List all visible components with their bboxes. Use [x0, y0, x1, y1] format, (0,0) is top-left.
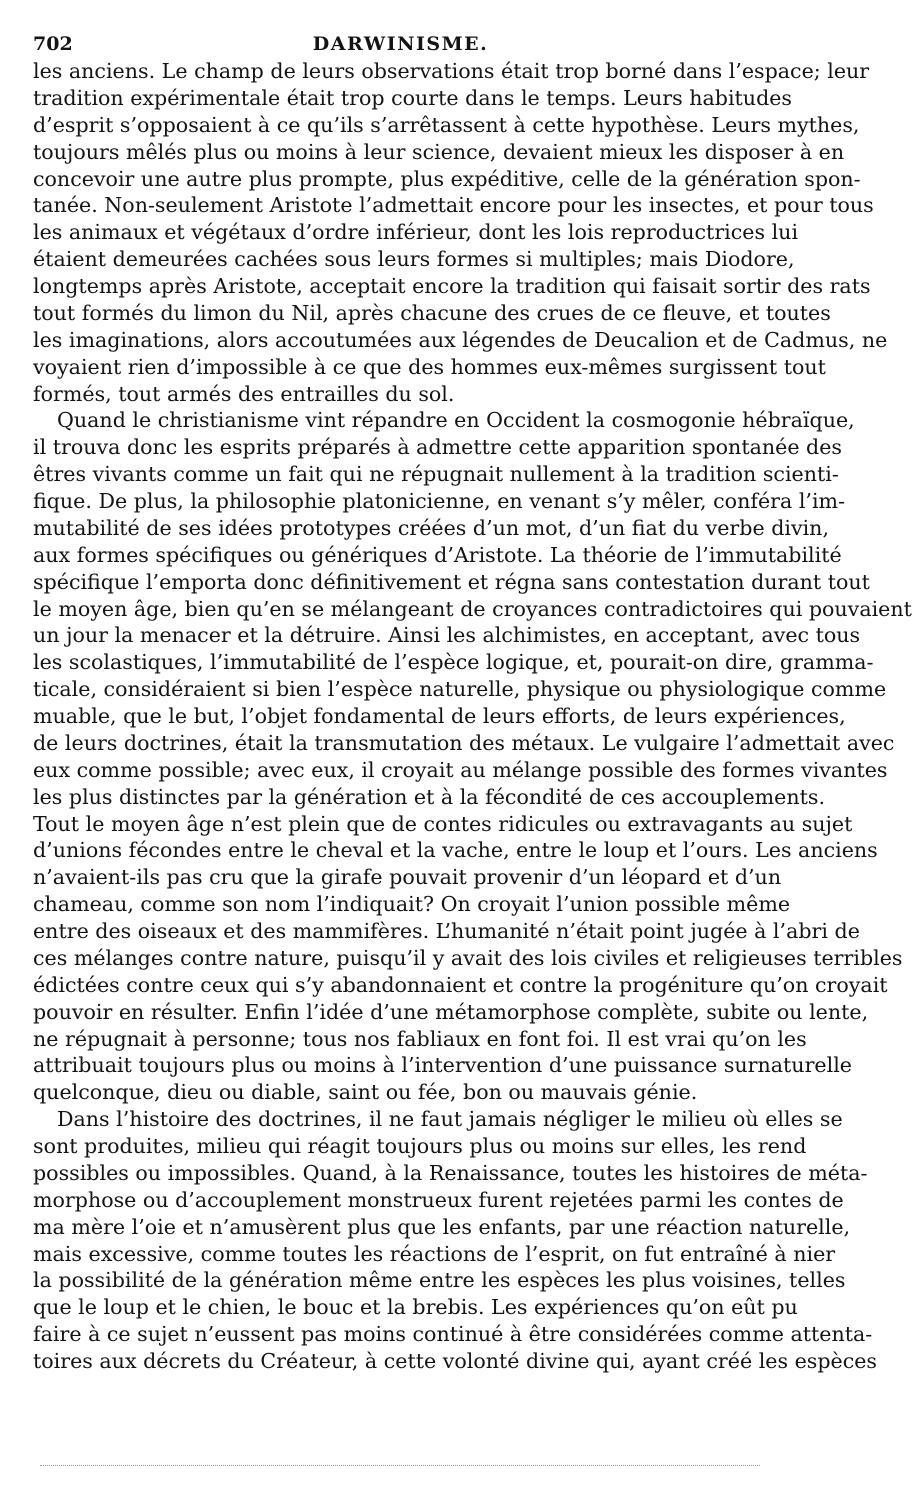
text-line: attribuait toujours plus ou moins à l’intervention d’une puissance surnaturelle	[33, 1053, 852, 1078]
text-line: sont produites, milieu qui réagit toujours plus ou moins sur elles, les rend	[33, 1134, 807, 1158]
text-line: les imaginations, alors accoutumées aux légendes de Deucalion et de Cadmus, ne	[33, 327, 888, 352]
text-line: possibles ou impossibles. Quand, à la Renaissance, toutes les histoires de méta-	[33, 1160, 868, 1185]
body-text	[33, 58, 912, 1375]
text-line: faire à ce sujet n’eussent pas moins continué à être considérées comme attenta-	[33, 1322, 873, 1347]
text-line: formés, tout armés des entrailles du sol.	[33, 381, 455, 406]
text-line: fique. De plus, la philosophie platonicienne, en venant s’y mêler, conféra l’im-	[33, 489, 846, 513]
text-line: d’unions fécondes entre le cheval et la vache, entre le loup et l’ours. Les anciens	[33, 838, 878, 863]
text-line: les animaux et végétaux d’ordre inférieur, dont les lois reproductrices lui	[33, 220, 799, 245]
text-line: le moyen âge, bien qu’en se mélangeant de croyances contradictoires qui pouvaient	[33, 596, 912, 621]
text-line: de leurs doctrines, était la transmutation des métaux. Le vulgaire l’admettait avec	[33, 730, 895, 755]
text-line: mais excessive, comme toutes les réactions de l’esprit, on fut entraîné à nier	[33, 1241, 836, 1266]
page-header	[33, 30, 768, 58]
text-line: que le loup et le chien, le bouc et la brebis. Les expériences qu’on eût pu	[33, 1295, 798, 1320]
text-line: n’avaient-ils pas cru que la girafe pouvait provenir d’un léopard et d’un	[33, 865, 782, 890]
footer-dotted-rule	[40, 1465, 760, 1466]
text-line: d’esprit s’opposaient à ce qu’ils s’arrêtassent à cette hypothèse. Leurs mythes,	[33, 112, 860, 137]
text-line: concevoir une autre plus prompte, plus expéditive, celle de la génération spon-	[33, 166, 861, 191]
text-line: mutabilité de ses idées prototypes créées d’un mot, d’un fiat du verbe divin,	[33, 515, 829, 540]
text-line: morphose ou d’accouplement monstrueux furent rejetées parmi les contes de	[33, 1187, 844, 1212]
text-line: eux comme possible; avec eux, il croyait au mélange possible des formes vivantes	[33, 757, 888, 782]
text-line: la possibilité de la génération même entre les espèces les plus voisines, telles	[33, 1268, 846, 1293]
text-line: ces mélanges contre nature, puisqu’il y avait des lois civiles et religieuses terribles	[33, 945, 903, 970]
text-line: Quand le christianisme vint répandre en Occident la cosmogonie hébraïque,	[57, 408, 855, 433]
text-line: voyaient rien d’impossible à ce que des hommes eux-mêmes surgissent tout	[33, 354, 826, 379]
text-line: les plus distinctes par la génération et à la fécondité de ces accouplements.	[33, 784, 825, 809]
text-line: ne répugnait à personne; tous nos fabliaux en font foi. Il est vrai qu’on les	[33, 1026, 807, 1051]
text-line: édictées contre ceux qui s’y abandonnaient et contre la progéniture qu’on croyait	[33, 972, 888, 997]
text-line: quelconque, dieu ou diable, saint ou fée, bon ou mauvais génie.	[33, 1080, 698, 1105]
text-line: pouvoir en résulter. Enfin l’idée d’une métamorphose complète, subite ou lente,	[33, 999, 869, 1024]
text-line: ticale, considéraient si bien l’espèce naturelle, physique ou physiologique comme	[33, 677, 887, 702]
text-line: les scolastiques, l’immutabilité de l’espèce logique, et, pourait-on dire, gramma-	[33, 650, 874, 675]
text-line: il trouva donc les esprits préparés à admettre cette apparition spontanée des	[33, 435, 842, 460]
text-line: tout formés du limon du Nil, après chacune des crues de ce fleuve, et toutes	[33, 300, 831, 325]
text-line: entre des oiseaux et des mammifères. L’humanité n’était point jugée à l’abri de	[33, 919, 860, 943]
page-number: 702	[33, 33, 73, 55]
text-line: étaient demeurées cachées sous leurs formes si multiples; mais Diodore,	[33, 247, 795, 272]
text-line: longtemps après Aristote, acceptait encore la tradition qui faisait sortir des rats	[33, 274, 871, 298]
text-line: Dans l’histoire des doctrines, il ne faut jamais négliger le milieu où elles se	[57, 1107, 843, 1132]
text-line: ma mère l’oie et n’amusèrent plus que les enfants, par une réaction naturelle,	[33, 1214, 851, 1239]
text-line: spécifique l’emporta donc définitivement et régna sans contestation durant tout	[33, 569, 870, 594]
text-line: les anciens. Le champ de leurs observations était trop borné dans l’espace; leur	[33, 59, 870, 83]
text-line: toires aux décrets du Créateur, à cette volonté divine qui, ayant créé les espèces	[33, 1349, 878, 1373]
text-line: Tout le moyen âge n’est plein que de contes ridicules ou extravagants au sujet	[33, 811, 853, 836]
text-line: tanée. Non-seulement Aristote l’admettait encore pour les insectes, et pour tous	[33, 193, 874, 218]
text-line: êtres vivants comme un fait qui ne répugnait nullement à la tradition scienti-	[33, 462, 839, 487]
text-line: tradition expérimentale était trop courte dans le temps. Leurs habitudes	[33, 85, 793, 110]
text-line: toujours mêlés plus ou moins à leur science, devaient mieux les disposer à en	[33, 139, 845, 164]
text-line: muable, que le but, l’objet fondamental de leurs efforts, de leurs expériences,	[33, 704, 846, 728]
running-title: DARWINISME.	[312, 33, 489, 55]
text-line: chameau, comme son nom l’indiquait? On croyait l’union possible même	[33, 892, 791, 917]
text-line: aux formes spécifiques ou génériques d’Aristote. La théorie de l’immutabilité	[33, 542, 842, 567]
text-line: un jour la menacer et la détruire. Ainsi les alchimistes, en acceptant, avec tous	[33, 623, 861, 648]
